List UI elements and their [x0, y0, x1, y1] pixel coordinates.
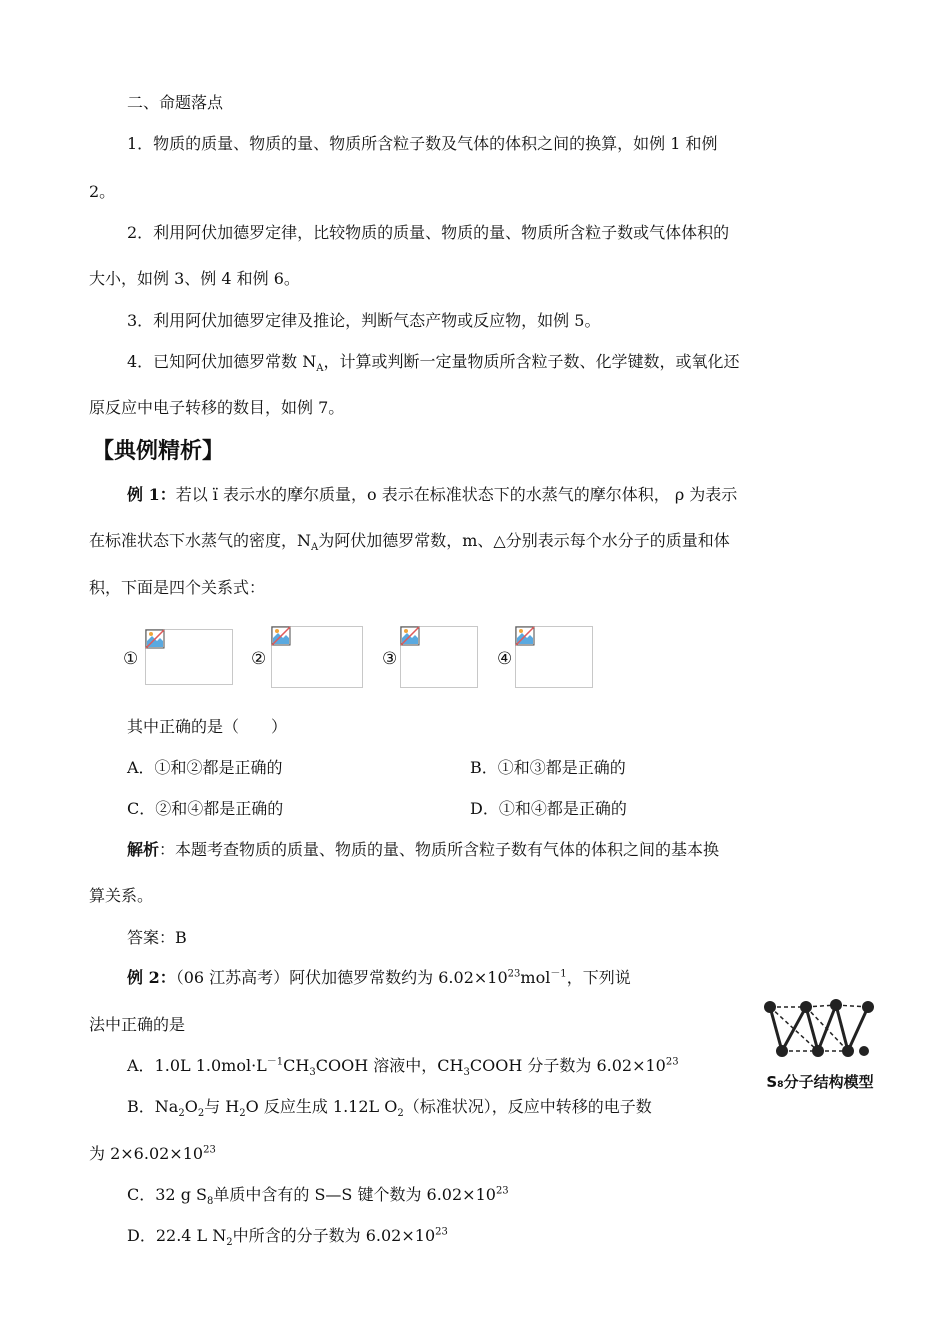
point-1-line-2: 2。 — [89, 182, 116, 201]
point-1-line-1: 1．物质的质量、物质的量、物质所含粒子数及气体的体积之间的换算，如例 1 和例 — [127, 134, 718, 153]
s8-molecule-figure — [756, 985, 884, 1095]
example-2-option-b: B．$Na_2O_2$与 $H_2O$ 反应生成 1.12L $O_2$（标准状况），反应中转移的电子数 — [127, 1097, 652, 1120]
example-1-option-d: D．①和④都是正确的 — [470, 799, 627, 818]
example-1-analysis-line-2: 算关系。 — [89, 886, 154, 905]
example-1-option-c: C．②和④都是正确的 — [127, 799, 284, 818]
example-1-label: 例 1： — [127, 485, 176, 504]
formula-1-number: ① — [123, 649, 139, 669]
example-1-line-2: 在标准状态下水蒸气的密度，$N_A$为阿伏加德罗常数，m、△分别表示每个水分子的质量和体 — [89, 531, 730, 554]
point-4-line-1: 4．已知阿伏加德罗常数 $N_A$，计算或判断一定量物质所含粒子数、化学键数，或氧化还 — [127, 352, 740, 375]
formula-4-number: ④ — [497, 649, 513, 669]
example-1-option-a: A．①和②都是正确的 — [127, 758, 283, 777]
example-2-option-b-line-2: 为 $2\times 6.02\times 10^{23}$ — [89, 1144, 216, 1163]
broken-image-icon — [400, 626, 420, 646]
broken-image-icon — [271, 626, 291, 646]
s8-figure-caption: S₈分子结构模型 — [766, 1073, 874, 1091]
example-2-line-2: 法中正确的是 — [89, 1015, 186, 1034]
example-1-question: 其中正确的是（ ） — [127, 717, 288, 736]
example-1-line-1: 例 1：若以 ï 表示水的摩尔质量，o 表示在标准状态下的水蒸气的摩尔体积， ρ 为表示 — [127, 485, 738, 504]
example-2-option-c: C．32 g $S_8$单质中含有的 S—S 键个数为 $6.02\times 10^{23}$ — [127, 1185, 509, 1208]
section-heading: 【典例精析】 — [92, 438, 225, 464]
broken-image-icon — [515, 626, 535, 646]
point-3-line-1: 3．利用阿伏加德罗定律及推论，判断气态产物或反应物，如例 5。 — [127, 311, 601, 330]
formula-2-number: ② — [251, 649, 267, 669]
example-1-answer: 答案：B — [127, 928, 187, 947]
point-2-line-2: 大小，如例 3、例 4 和例 6。 — [89, 269, 300, 288]
point-2-line-1: 2．利用阿伏加德罗定律，比较物质的质量、物质的量、物质所含粒子数或气体体积的 — [127, 223, 730, 242]
section-title: 二、命题落点 — [127, 93, 224, 112]
example-1-analysis-line-1: 解析：本题考查物质的质量、物质的量、物质所含粒子数有气体的体积之间的基本换 — [127, 840, 720, 859]
point-4-line-2: 原反应中电子转移的数目，如例 7。 — [89, 398, 345, 417]
broken-image-icon — [145, 629, 165, 649]
formula-3-number: ③ — [382, 649, 398, 669]
example-1-option-b: B．①和③都是正确的 — [470, 758, 626, 777]
example-2-option-a: A．1.0L $1.0mol\cdot L^{-1}CH_3COOH$ 溶液中，$CH_3COOH$ 分子数为 $6.02\times 10^{23}$ — [127, 1056, 679, 1079]
analysis-label: 解析 — [127, 840, 160, 859]
example-2-label: 例 2： — [127, 968, 176, 987]
example-1-line-3: 积，下面是四个关系式： — [89, 578, 266, 597]
example-2-line-1: 例 2：（06 江苏高考）阿伏加德罗常数约为 $6.02\times 10^{23}mol^{-1}$，下列说 — [127, 968, 631, 987]
example-2-option-d: D．22.4 L $N_2$中所含的分子数为 $6.02\times 10^{23}$ — [127, 1226, 448, 1249]
